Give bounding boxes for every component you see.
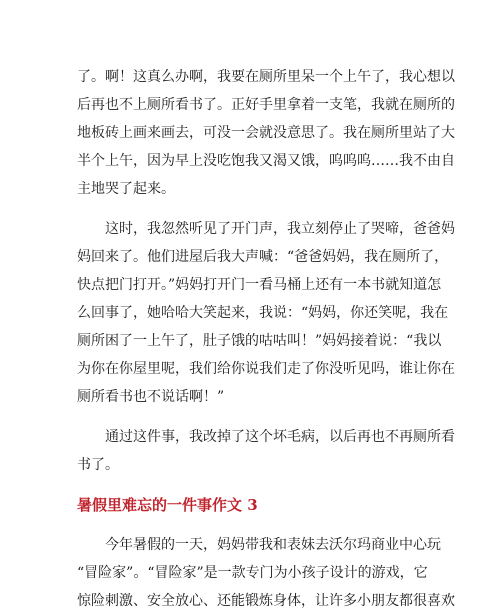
text-line: 通过这件事，我改掉了这个坏毛病，以后再也不再厕所看 — [105, 429, 455, 445]
paragraph-1 — [77, 63, 455, 203]
paragraph-4 — [77, 531, 455, 615]
text-line: 快点把门打开。”妈妈打开门一看马桶上还有一本书就知道怎 — [77, 277, 442, 293]
text-line: 为你在你屋里呢，我们给你说我们走了你没听见吗，谁让你在 — [77, 361, 455, 377]
text-line: 妈回来了。他们进屋后我大声喊：“爸爸妈妈，我在厕所了， — [77, 249, 449, 265]
paragraph-3 — [77, 423, 455, 479]
text-line: “冒险家”。“冒险家”是一款专门为小孩子设计的游戏，它 — [77, 565, 428, 581]
text-line: 么回事了，她哈哈大笑起来，我说：“妈妈，你还笑呢，我在 — [77, 305, 449, 321]
text-line: 书了。 — [77, 457, 119, 473]
text-line: 厕所困了一上午了，肚子饿的咕咕叫！”妈妈接着说：“我以 — [77, 333, 442, 349]
text-line: 地板砖上画来画去，可没一会就没意思了。我在厕所里站了大 — [77, 125, 455, 141]
text-line: 这时，我忽然听见了开门声，我立刻停止了哭啼，爸爸妈 — [105, 221, 455, 237]
text-line: 主地哭了起来。 — [77, 181, 175, 197]
text-line: 惊险刺激、安全放心、还能锻炼身体，让许多小朋友都很喜欢 — [77, 593, 455, 609]
text-line: 半个上午，因为早上没吃饱我又渴又饿，呜呜呜……我不由自 — [77, 153, 455, 169]
text-line: 今年暑假的一天，妈妈带我和表妹去沃尔玛商业中心玩 — [105, 537, 441, 553]
section-heading: 暑假里难忘的一件事作文 3 — [77, 496, 258, 514]
text-line: 后再也不上厕所看书了。正好手里拿着一支笔，我就在厕所的 — [77, 97, 455, 113]
text-line: 厕所看书也不说话啊！” — [77, 389, 225, 405]
text-line: 了。啊！这真么办啊，我要在厕所里呆一个上午了，我心想以 — [77, 69, 455, 85]
paragraph-2 — [77, 215, 455, 411]
